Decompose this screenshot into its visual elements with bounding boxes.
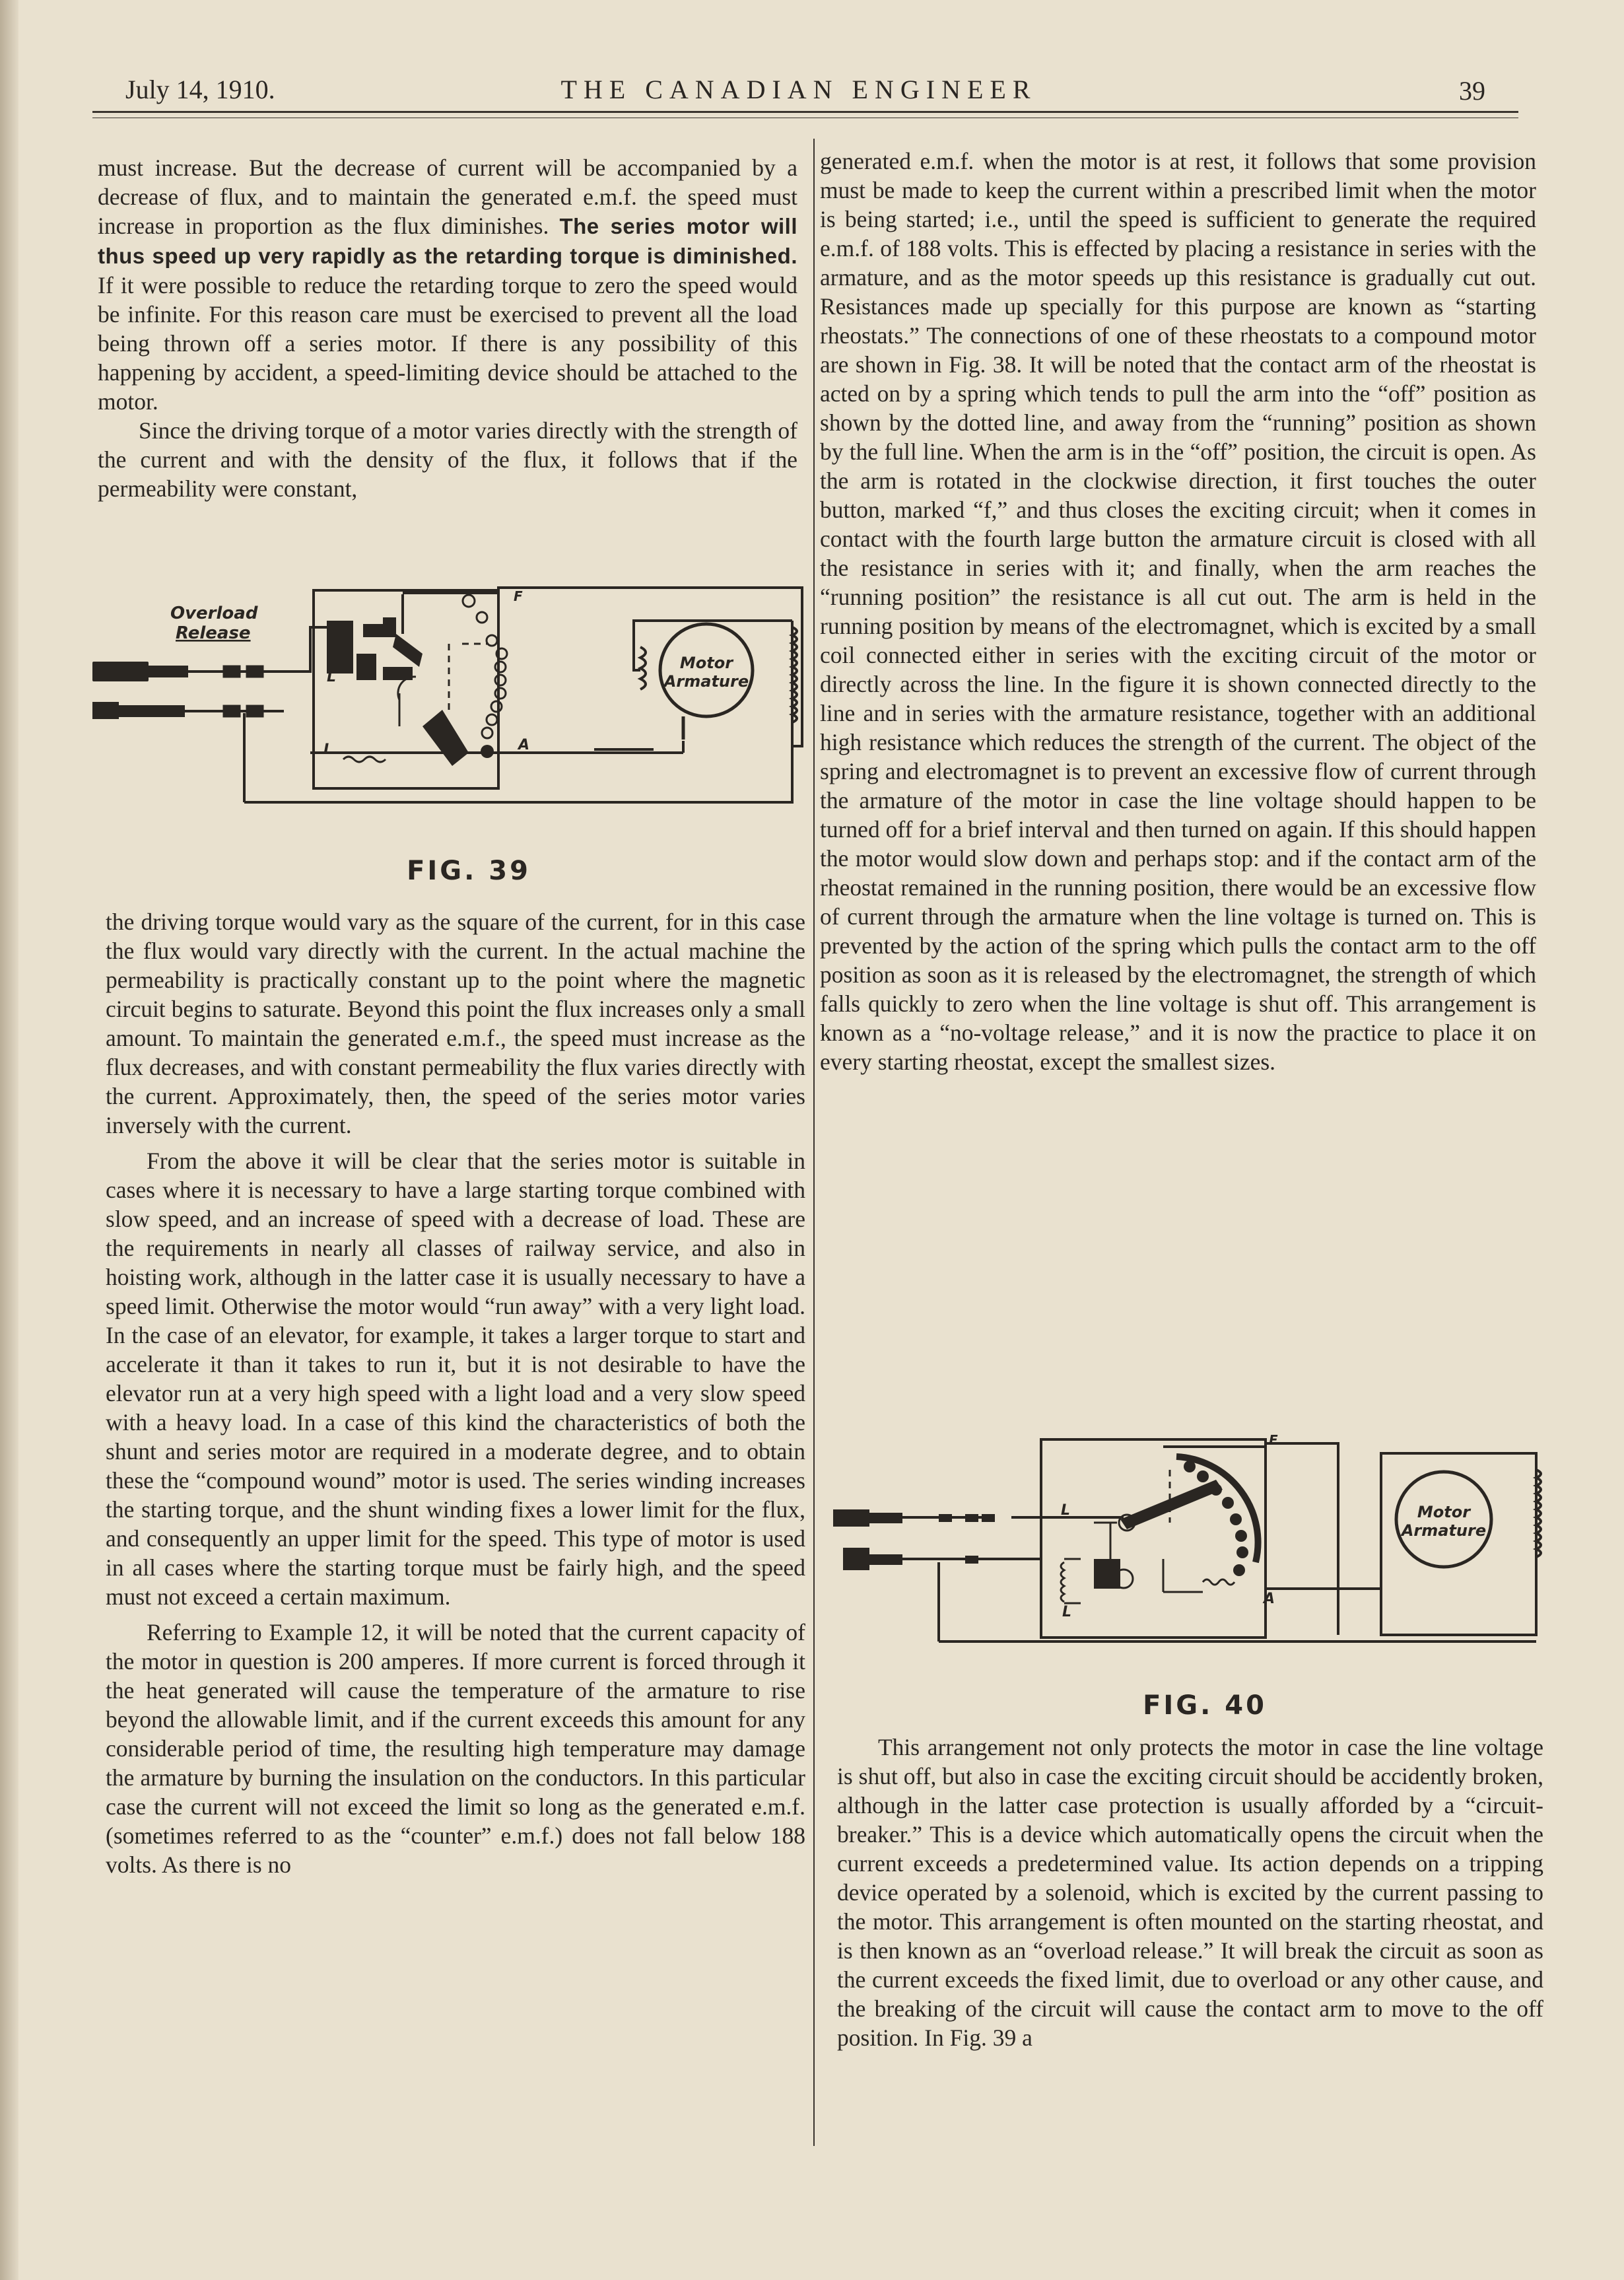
issue-date: July 14, 1910. [125, 75, 275, 104]
line-label-upper: L [1061, 1502, 1071, 1519]
paragraph: This arrangement not only protects the motor in case the line voltage is shut off, but also in case the exciting circuit should be accidently broken, although in the latter case protection is usually afforded by a “circuit-breaker.” This is a device which automatically opens the circuit when the current exceeds a predetermined value. Its action depends on a tripping device operated by a solenoid, which is excited by the current passing to the motor. This arrangement is often mounted on the starting rheostat, and is then known as an “overload release.” It will break the circuit as soon as the current exceeds the fixed limit, due to overload or any other cause, and the breaking of the circuit will cause the contact arm to move to the off position. In Fig. 39 a [837, 1734, 1543, 2051]
overload-label: Overload [170, 604, 258, 623]
motor-label: Motor [1417, 1503, 1471, 1521]
text-run: If it were possible to reduce the retarding torque to zero the speed would be infinite. For this reason care must be exercised to prevent all the load being thrown off a series motor. If there is any possibility of this happening by accident, a speed-limiting device should be attached to the motor. [98, 272, 797, 415]
motor-label: Motor [679, 654, 733, 672]
left-column-top [98, 153, 797, 503]
paragraph: generated e.m.f. when the motor is at rest, it follows that some provision must be made to keep the current within a prescribed limit when the motor is being started; i.e., until the speed is sufficient to generate the required e.m.f. of 188 volts. This is effected by placing a resistance in series with the armature, and as the motor speeds up this resistance is gradually cut out. Resistances made up specially for this purpose are known as “starting rheostats.” The connections of one of these rheostats to a compound motor are shown in Fig. 38. It will be noted that the contact arm of the rheostat is acted on by a spring which tends to pull the arm into the “off” position as shown by the dotted line, and away from the “running” position as shown by the full line. When the arm is in the “off” position, the circuit is open. As the arm is rotated in the clockwise direction, it first touches the outer button, marked “f,” and thus closes the exciting circuit; when it comes in contact with the fourth large button the armature circuit is closed with all the resistance in series with it; and finally, when the arm reaches the “running position” the resistance is all cut out. The arm is held in the running position by means of the electromagnet, which is excited by a small coil connected either in series with the exciting circuit of the motor or directly across the line. In the figure it is shown connected directly to the line and in series with the armature resistance, together with an additional high resistance which reduces the strength of the current. The object of the spring and electromagnet is to prevent an excessive flow of current through the armature of the motor in case the line voltage should happen to be turned off for a brief interval and then turned on again. If this should happen the motor would slow down and perhaps stop: and if the contact arm of the rheostat remained in the running position, there would be an excessive flow of current through the armature when the line voltage is turned on. This is prevented by the action of the spring which pulls the contact arm to the off position as soon as it is released by the electromagnet, the strength of which falls quickly to zero when the line voltage is shut off. This arrangement is known as a “no-voltage release,” and it is now the practice to place it on every starting rheostat, except the smallest sizes. [820, 148, 1536, 1075]
header-rule-thick [92, 111, 1518, 113]
armature-label: Armature [663, 672, 749, 691]
figure-40-caption: FIG. 40 [1143, 1690, 1267, 1721]
paragraph: Referring to Example 12, it will be noted that the current capacity of the motor in question is 200 amperes. If more current is forced through it the heat generated will cause the temperature of the armature to rise beyond the allowable limit, and if the current exceeds this amount for any considerable period of time, the resulting high temperature may damage the armature by burning the insulation on the conductors. In this particular case the current will not exceed the limit so long as the generated e.m.f. (sometimes referred to as the “counter” e.m.f.) does not fall below 188 volts. As there is no [106, 1619, 805, 1878]
paragraph: From the above it will be clear that the series motor is suitable in cases where it is necessary to have a large starting torque combined with slow speed, and an increase of speed with a decrease of load. These are the requirements in nearly all classes of railway service, and also in hoisting work, although in the latter case it is usually necessary to have a speed limit. Otherwise the motor would “run away” with a very light load. In the case of an elevator, for example, it takes a larger torque to start and accelerate it than it takes to run it, but it is not desirable to have the elevator run at a very high speed with a light load and a very slow speed with a heavy load. In a case of this kind the characteristics of both the shunt and series motor are required in a moderate degree, and to obtain these the “compound wound” motor is used. The series winding increases the starting torque, and the shunt winding fixes a lower limit for the flux, and consequently an upper limit for the speed. This type of motor is used in all cases where the starting torque must be fairly high, and the speed must not exceed a certain maximum. [106, 1148, 805, 1610]
field-terminal-label: F [514, 588, 523, 604]
figure-39-caption: FIG. 39 [407, 856, 531, 886]
bold-text-run: The series motor will thus speed up very rapidly as the retarding torque is diminished. [98, 214, 797, 268]
armature-label: Armature [1401, 1521, 1487, 1540]
text-run: must increase. But the decrease of current will be accompanied by a decrease of flux, and to maintain the generated e.m.f. the speed must increase in proportion as the flux diminishes. [98, 155, 797, 239]
release-label: Release [176, 623, 251, 643]
left-column-bottom [106, 907, 805, 1879]
armature-terminal-label: A [1264, 1591, 1275, 1607]
right-column-bottom [837, 1733, 1543, 2052]
page-spine-shadow [0, 0, 18, 2280]
journal-title: THE CANADIAN ENGINEER [560, 75, 1037, 104]
line-label-lower: L [323, 742, 333, 758]
line-label-upper: L [327, 669, 337, 685]
armature-terminal-label: A [518, 737, 530, 753]
paragraph: Since the driving torque of a motor varies directly with the strength of the current and with the density of the flux, it follows that if the permeability were constant, [98, 417, 797, 502]
field-terminal-label: F [1269, 1432, 1278, 1448]
column-divider [813, 139, 815, 2146]
line-label-lower: L [1062, 1604, 1072, 1620]
page-header [92, 74, 1505, 114]
page-number: 39 [1459, 76, 1485, 106]
figure-40-diagram [833, 1430, 1546, 1661]
figure-39-diagram [92, 581, 819, 819]
paragraph: the driving torque would vary as the square of the current, for in this case the flux would vary directly with the current. In the actual machine the permeability is practically constant up to the point where the magnetic circuit begins to saturate. Beyond this point the flux increases only a small amount. To maintain the generated e.m.f., the speed must increase as the flux decreases, and with constant permeability the flux varies directly with the current. Approximately, then, the speed of the series motor varies inversely with the current. [106, 909, 805, 1138]
right-column-top [820, 147, 1536, 1076]
paragraph [98, 153, 797, 416]
